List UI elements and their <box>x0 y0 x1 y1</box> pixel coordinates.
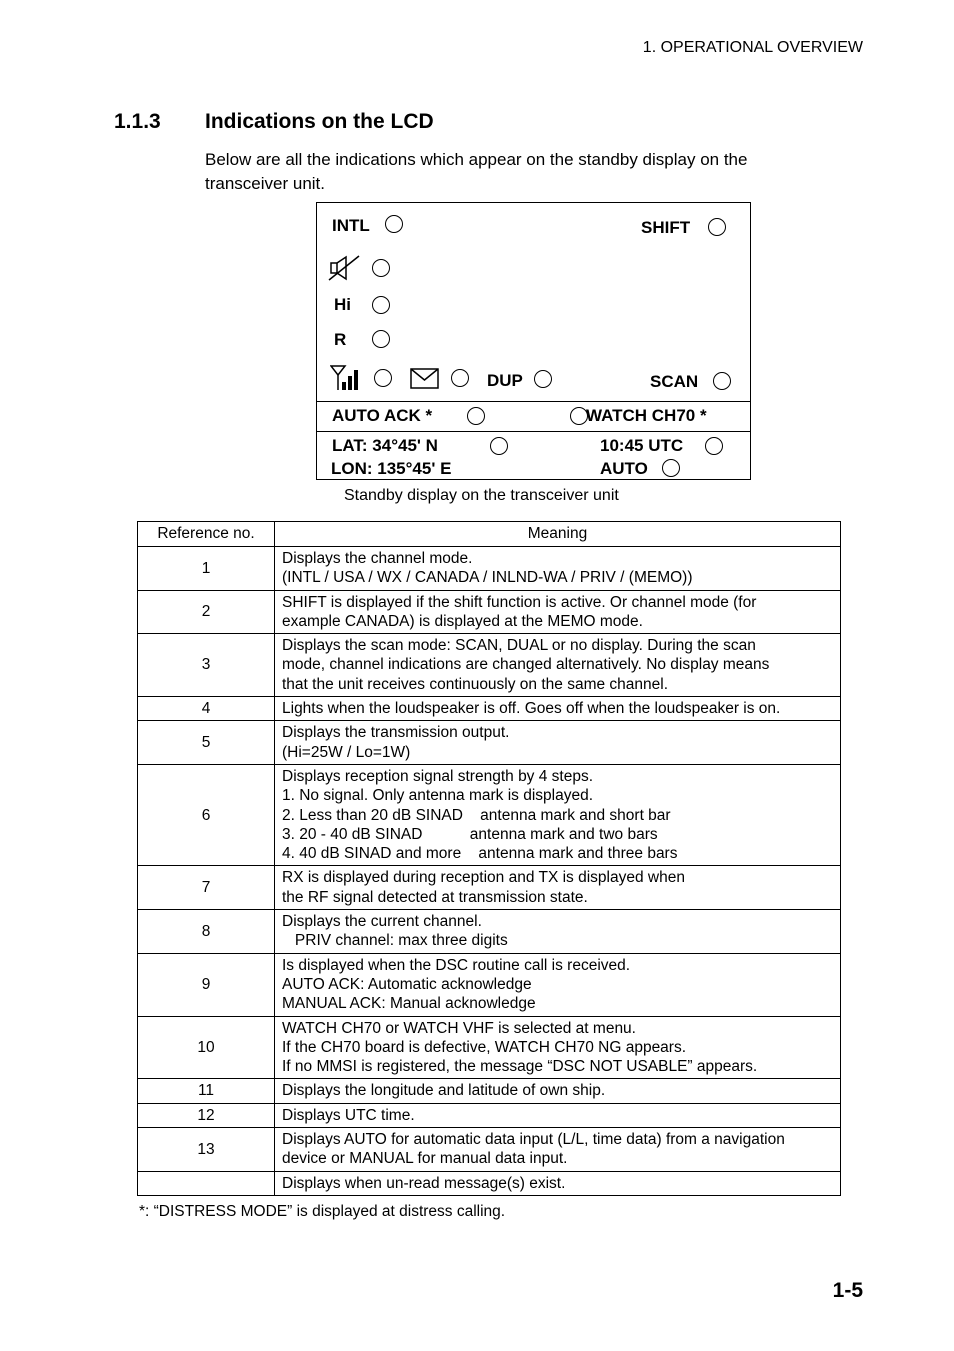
ref-circle <box>451 369 469 387</box>
lcd-auto-ack-label: AUTO ACK * <box>332 406 433 425</box>
lcd-hi-label: Hi <box>334 295 351 314</box>
meaning-cell <box>275 1128 841 1172</box>
lcd-auto-label: AUTO <box>600 459 648 478</box>
meaning-cell <box>275 721 841 765</box>
meaning-cell <box>275 953 841 1016</box>
lcd-lon-label: LON: 135°45' E <box>331 459 452 478</box>
ref-circle <box>490 437 508 455</box>
meaning-cell <box>275 764 841 865</box>
lcd-lat-label: LAT: 34°45' N <box>332 436 438 455</box>
meaning-line: 4. 40 dB SINAD and more antenna mark and three bars <box>282 845 678 863</box>
table-row <box>138 764 841 865</box>
meaning-line: Displays the channel mode. <box>282 550 473 567</box>
ref-circle <box>372 296 390 314</box>
meaning-line: 1. No signal. Only antenna mark is displayed. <box>282 787 594 805</box>
reference-number: 13 <box>138 1128 275 1172</box>
ref-circle <box>534 370 552 388</box>
ref-circle <box>372 330 390 348</box>
lcd-divider <box>317 401 750 402</box>
reference-number: 5 <box>138 721 275 765</box>
reference-number: 1 <box>138 547 275 591</box>
reference-number: 3 <box>138 634 275 697</box>
meaning-cell <box>275 590 841 634</box>
meaning-cell <box>275 547 841 591</box>
table-row <box>138 953 841 1016</box>
reference-number <box>138 1171 275 1195</box>
meaning-line: MANUAL ACK: Manual acknowledge <box>282 995 536 1013</box>
table-row <box>138 721 841 765</box>
meaning-line: PRIV channel: max three digits <box>282 932 508 950</box>
table-row <box>138 866 841 910</box>
section-title: Indications on the LCD <box>205 110 434 133</box>
reference-number: 8 <box>138 910 275 954</box>
meaning-line: Displays UTC time. <box>282 1106 415 1124</box>
meaning-line: (INTL / USA / WX / CANADA / INLND-WA / PRIV / (MEMO)) <box>282 569 693 587</box>
running-header: 1. OPERATIONAL OVERVIEW <box>642 39 863 56</box>
meaning-line: SHIFT is displayed if the shift function is active. Or channel mode (for <box>282 593 757 611</box>
section-intro: Below are all the indications which appear on the standby display on the transceiver unit. <box>205 150 748 193</box>
reference-number: 11 <box>138 1079 275 1103</box>
meaning-line: mode, channel indications are changed alternatively. No display means <box>282 656 770 674</box>
ref-circle <box>374 369 392 387</box>
lcd-standby-display <box>316 202 751 480</box>
reference-table <box>137 521 841 1196</box>
ref-circle <box>713 372 731 390</box>
reference-number: 10 <box>138 1016 275 1079</box>
column-header-meaning: Meaning <box>275 522 841 547</box>
meaning-cell <box>275 1171 841 1195</box>
meaning-line: Is displayed when the DSC routine call is received. <box>282 956 631 974</box>
table-row <box>138 1171 841 1195</box>
table-row <box>138 1016 841 1079</box>
figure-caption: Standby display on the transceiver unit <box>344 487 619 504</box>
ref-circle <box>662 459 680 477</box>
table-row <box>138 1079 841 1103</box>
reference-number: 9 <box>138 953 275 1016</box>
lcd-dup-label: DUP <box>487 371 523 390</box>
lcd-scan-label: SCAN <box>650 372 699 391</box>
reference-number: 7 <box>138 866 275 910</box>
table-row <box>138 590 841 634</box>
meaning-line: Displays the longitude and latitude of own ship. <box>282 1082 606 1100</box>
lcd-intl-label: INTL <box>332 216 370 235</box>
meaning-line: example CANADA) is displayed at the MEMO mode. <box>282 612 643 630</box>
meaning-line: If the CH70 board is defective, WATCH CH70 NG appears. <box>282 1038 687 1056</box>
table-row <box>138 1103 841 1127</box>
ref-circle <box>372 259 390 277</box>
meaning-line: 2. Less than 20 dB SINAD antenna mark and short bar <box>282 806 671 824</box>
footnote: *: “DISTRESS MODE” is displayed at distress calling. <box>139 1203 506 1220</box>
meaning-line: that the unit receives continuously on the same channel. <box>282 675 669 693</box>
table-row <box>138 910 841 954</box>
table-row <box>138 1128 841 1172</box>
lcd-utc-label: 10:45 UTC <box>600 436 684 455</box>
page-number: 1-5 <box>832 1279 863 1302</box>
meaning-line: RX is displayed during reception and TX is displayed when <box>282 869 685 887</box>
lcd-r-label: R <box>334 330 347 349</box>
meaning-cell <box>275 634 841 697</box>
lcd-divider <box>317 431 750 432</box>
ref-circle <box>705 437 723 455</box>
meaning-cell <box>275 910 841 954</box>
reference-number: 6 <box>138 764 275 865</box>
meaning-line: If no MMSI is registered, the message “DSC NOT USABLE” appears. <box>282 1058 758 1076</box>
meaning-cell <box>275 866 841 910</box>
reference-number: 12 <box>138 1103 275 1127</box>
table-row <box>138 634 841 697</box>
meaning-cell <box>275 1103 841 1127</box>
meaning-line: Displays AUTO for automatic data input (L/L, time data) from a navigation <box>282 1131 785 1149</box>
reference-number: 2 <box>138 590 275 634</box>
meaning-line: Displays the transmission output. <box>282 724 510 742</box>
lcd-watch-label: WATCH CH70 * <box>586 406 707 425</box>
meaning-line: (Hi=25W / Lo=1W) <box>282 743 411 761</box>
lcd-shift-label: SHIFT <box>641 218 691 237</box>
column-header-ref: Reference no. <box>138 522 275 547</box>
meaning-line: Displays reception signal strength by 4 steps. <box>282 767 594 785</box>
ref-circle <box>708 218 726 236</box>
reference-number: 4 <box>138 697 275 721</box>
meaning-cell <box>275 697 841 721</box>
table-row <box>138 547 841 591</box>
antenna-signal-icon <box>330 364 362 392</box>
ref-circle <box>385 215 403 233</box>
meaning-line: WATCH CH70 or WATCH VHF is selected at menu. <box>282 1019 636 1037</box>
meaning-line: Displays the current channel. <box>282 913 482 931</box>
envelope-icon <box>410 368 440 390</box>
meaning-line: Displays the scan mode: SCAN, DUAL or no display. During the scan <box>282 637 756 655</box>
ref-circle <box>467 407 485 425</box>
meaning-line: Displays when un-read message(s) exist. <box>282 1174 566 1192</box>
speaker-off-icon <box>328 254 362 282</box>
meaning-line: Lights when the loudspeaker is off. Goes off when the loudspeaker is on. <box>282 700 781 718</box>
table-header-row <box>138 522 841 547</box>
section-number: 1.1.3 <box>114 110 161 133</box>
meaning-line: AUTO ACK: Automatic acknowledge <box>282 975 532 993</box>
table-row <box>138 697 841 721</box>
meaning-cell <box>275 1079 841 1103</box>
meaning-line: device or MANUAL for manual data input. <box>282 1150 568 1168</box>
meaning-line: 3. 20 - 40 dB SINAD antenna mark and two bars <box>282 825 658 843</box>
meaning-cell <box>275 1016 841 1079</box>
meaning-line: the RF signal detected at transmission state. <box>282 888 588 906</box>
